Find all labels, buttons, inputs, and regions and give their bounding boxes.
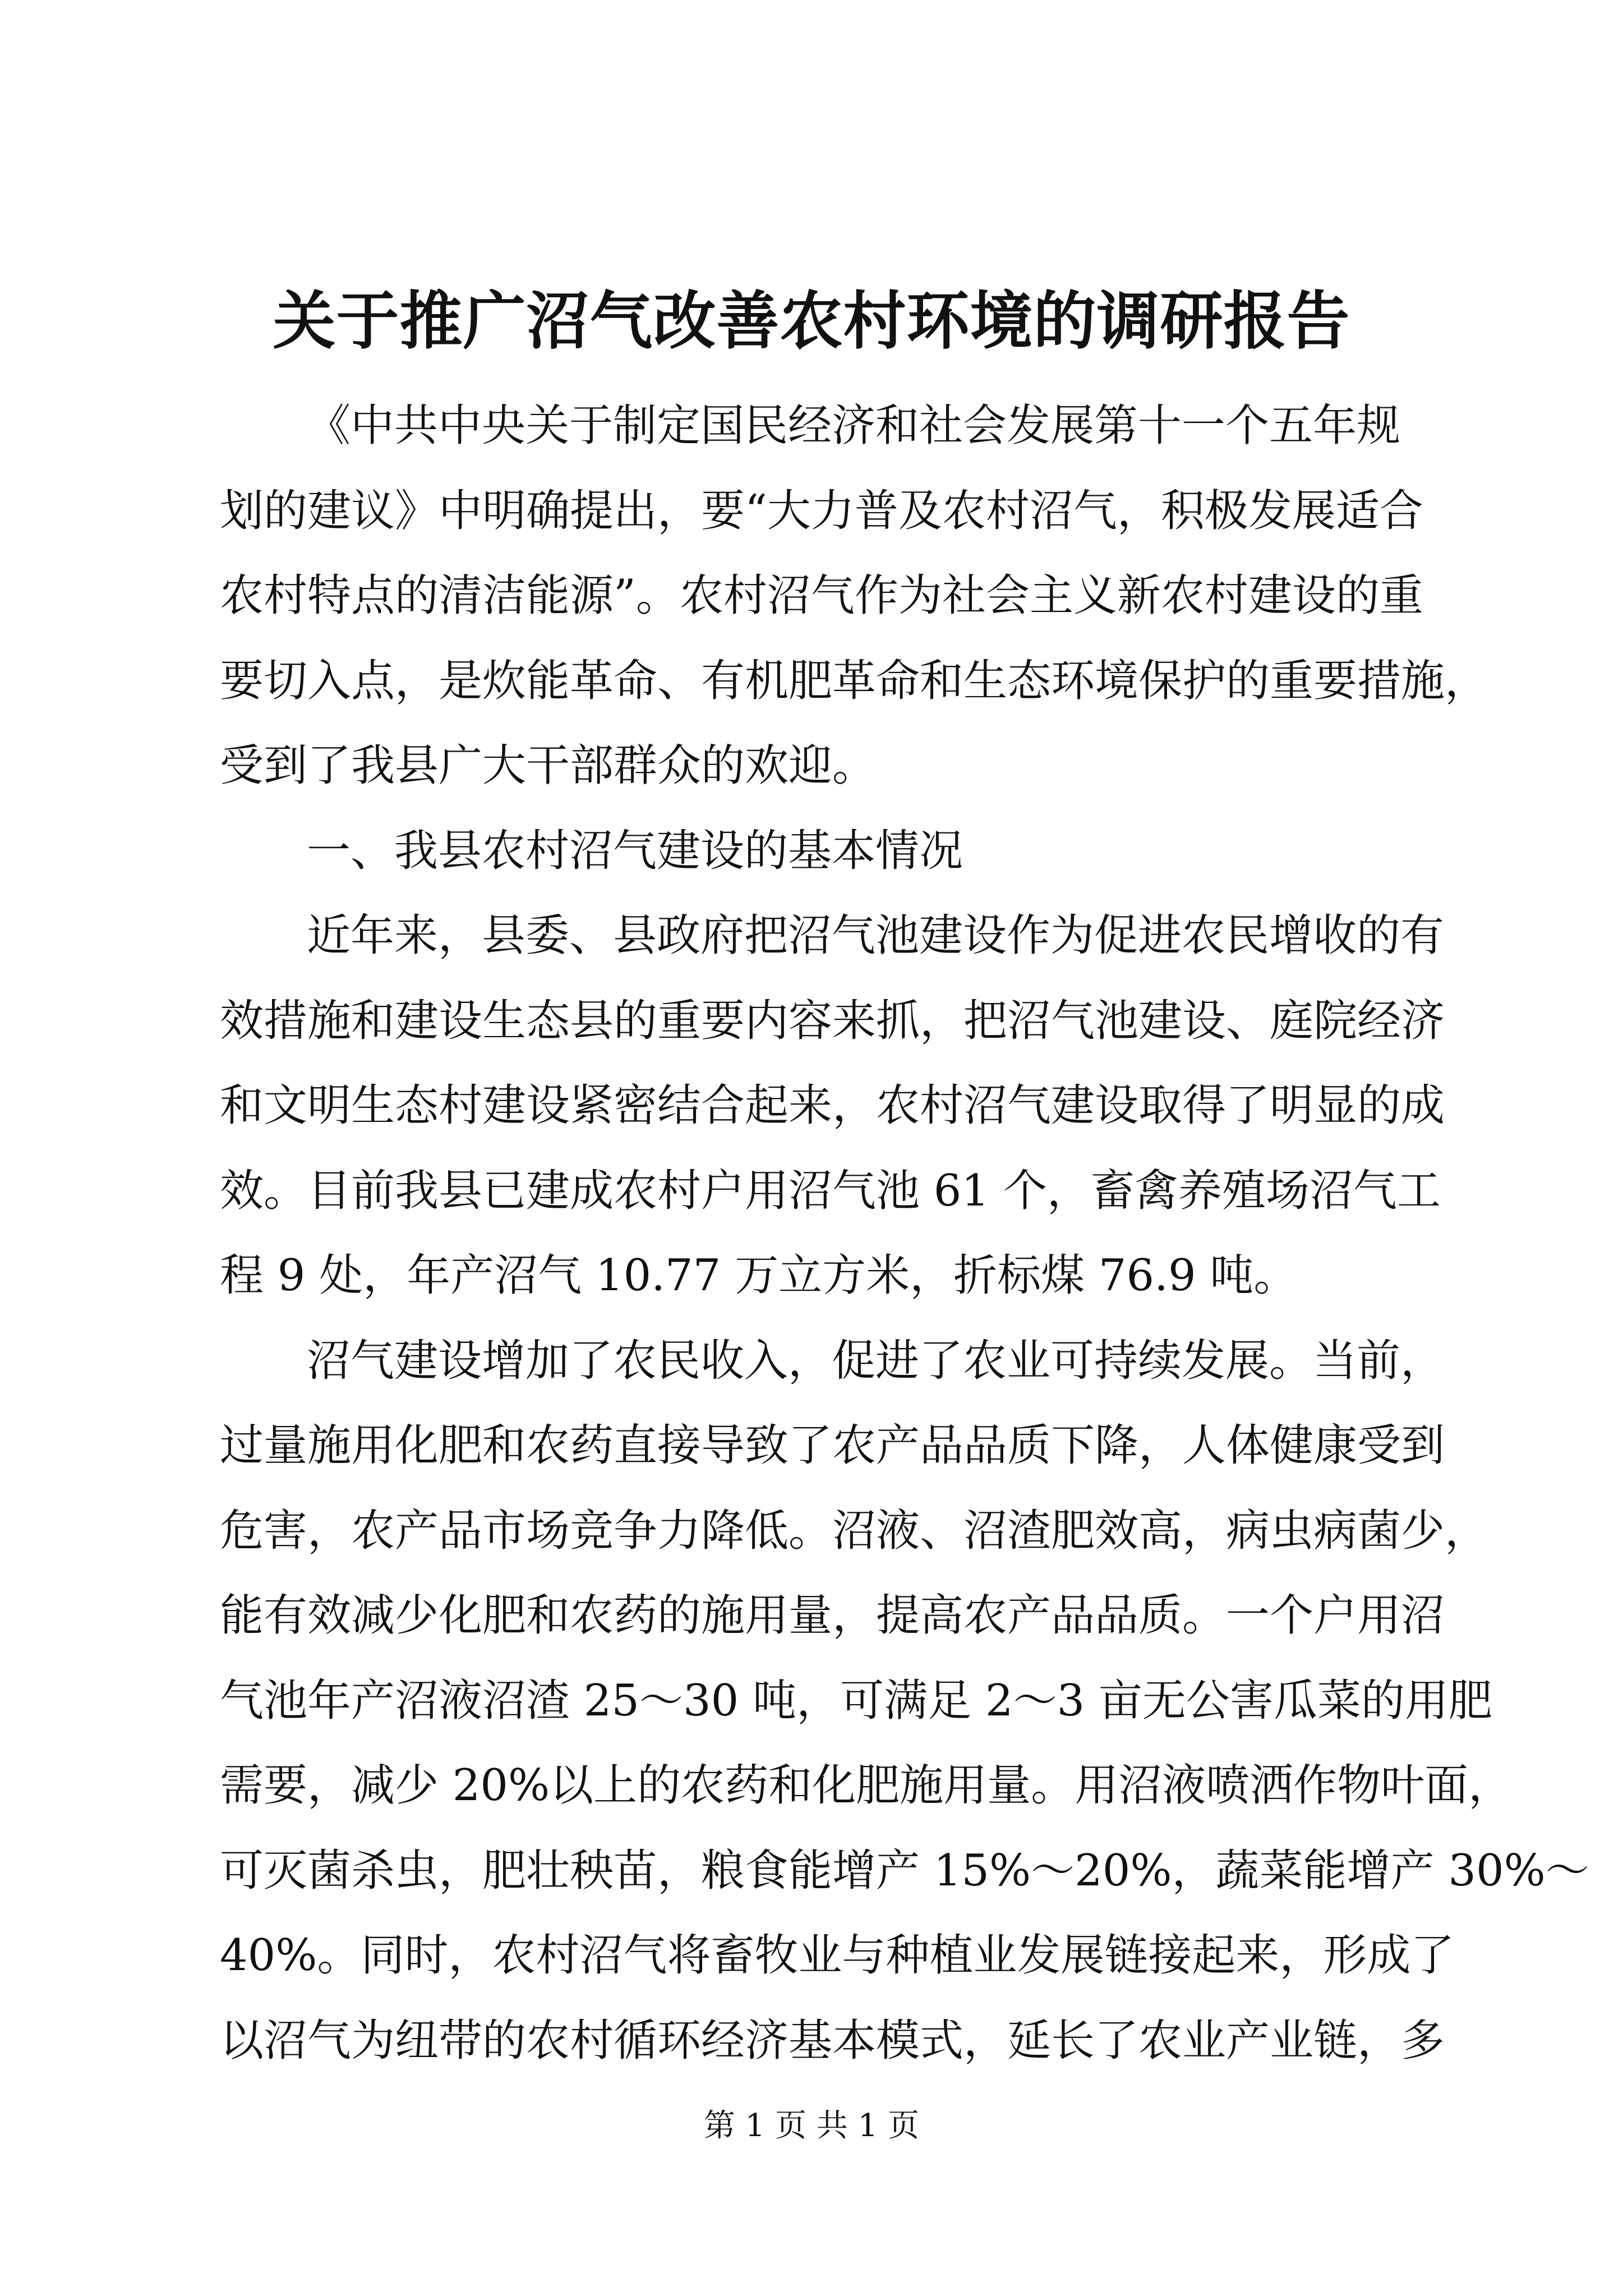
section-heading bbox=[220, 809, 1493, 894]
document-title: 关于推广沼气改善农村环境的调研报告 bbox=[273, 284, 1350, 358]
paragraph-line: 以沼气为纽带的农村循环经济基本模式，延长了农业产业链，多 bbox=[220, 2015, 1445, 2066]
paragraph-line: 气池年产沼液沼渣 25～30 吨，可满足 2～3 亩无公害瓜菜的用肥 bbox=[220, 1675, 1492, 1726]
paragraph-line: 《中共中央关于制定国民经济和社会发展第十一个五年规 bbox=[307, 401, 1401, 451]
paragraph-intro bbox=[220, 384, 1493, 809]
paragraph-line: 受到了我县广大干部群众的欢迎。 bbox=[220, 740, 877, 791]
paragraph-line: 近年来，县委、县政府把沼气池建设作为促进农民增收的有 bbox=[307, 910, 1445, 961]
page-footer: 第 1 页 共 1 页 bbox=[703, 2108, 920, 2144]
paragraph-line: 划的建议》中明确提出，要“大力普及农村沼气，积极发展适合 bbox=[220, 485, 1423, 536]
paragraph-line: 程 9 处，年产沼气 10.77 万立方米，折标煤 76.9 吨。 bbox=[220, 1250, 1298, 1301]
paragraph-line: 效措施和建设生态县的重要内容来抓，把沼气池建设、庭院经济 bbox=[220, 995, 1445, 1046]
document-body bbox=[220, 384, 1589, 2083]
paragraph-line: 效。目前我县已建成农村户用沼气池 61 个，畜禽养殖场沼气工 bbox=[220, 1165, 1441, 1216]
paragraph-line: 危害，农产品市场竞争力降低。沼液、沼渣肥效高，病虫病菌少， bbox=[220, 1505, 1489, 1556]
paragraph-line: 沼气建设增加了农民收入，促进了农业可持续发展。当前， bbox=[307, 1335, 1445, 1386]
paragraph-line: 能有效减少化肥和农药的施用量，提高农产品品质。一个户用沼 bbox=[220, 1590, 1445, 1641]
paragraph-income bbox=[220, 1319, 1589, 2084]
section-heading-text: 一、我县农村沼气建设的基本情况 bbox=[307, 825, 963, 876]
paragraph-line: 和文明生态村建设紧密结合起来，农村沼气建设取得了明显的成 bbox=[220, 1080, 1445, 1131]
paragraph-line: 要切入点，是炊能革命、有机肥革命和生态环境保护的重要措施， bbox=[220, 655, 1489, 706]
paragraph-line: 农村特点的清洁能源”。农村沼气作为社会主义新农村建设的重 bbox=[220, 570, 1423, 621]
paragraph-line: 40%。同时，农村沼气将畜牧业与种植业发展链接起来，形成了 bbox=[220, 1930, 1455, 1981]
paragraph-line: 可灭菌杀虫，肥壮秧苗，粮食能增产 15%～20%，蔬菜能增产 30%～ bbox=[220, 1845, 1589, 1896]
paragraph-line: 需要，减少 20%以上的农药和化肥施用量。用沼液喷洒作物叶面， bbox=[220, 1760, 1513, 1811]
paragraph-line: 过量施用化肥和农药直接导致了农产品品质下降，人体健康受到 bbox=[220, 1420, 1445, 1471]
paragraph-basic-situation bbox=[220, 894, 1493, 1319]
